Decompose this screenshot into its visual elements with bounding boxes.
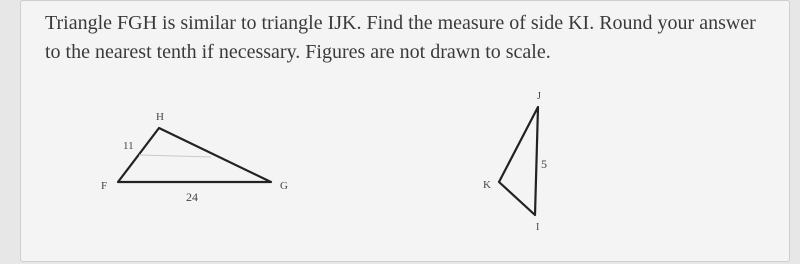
question-text: Triangle FGH is similar to triangle IJK. Find the measure of side KI. Round your answer to the nearest tenth if necessary. Figures are not drawn to scale. [45,12,756,63]
side-fh-label: 11 [123,140,134,152]
vertex-h-label: H [156,111,164,123]
side-ij-label: 5 [541,157,547,171]
vertex-j-label: J [537,91,541,102]
triangle-ijk-shape [499,107,538,215]
vertex-i-label: I [536,222,540,233]
triangle-ijk [483,91,547,233]
figure-area [21,1,791,263]
triangle-fgh-faint-line [139,155,211,157]
vertex-g-label: G [280,180,288,192]
question-card [20,0,790,262]
triangle-fgh [101,111,288,204]
vertex-f-label: F [101,180,108,192]
side-fg-label: 24 [186,190,198,204]
vertex-k-label: K [483,179,491,191]
